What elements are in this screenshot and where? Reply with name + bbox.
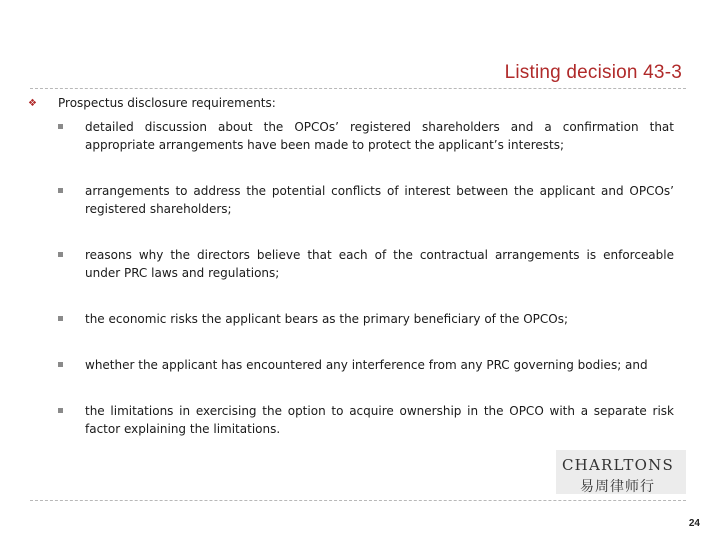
slide-title: Listing decision 43-3 — [504, 62, 682, 83]
top-divider — [30, 88, 686, 89]
bullet-text: whether the applicant has encountered any interference from any PRC governing bodies; and — [85, 358, 648, 372]
bullet-text: the limitations in exercising the option to acquire ownership in the OPCO with a separate risk factor explaining the limitations. — [85, 404, 674, 436]
diamond-bullet-icon: ❖ — [28, 97, 37, 109]
square-bullet-icon — [58, 124, 63, 129]
lead-text: Prospectus disclosure requirements: — [58, 96, 276, 110]
bullet-item — [58, 246, 674, 282]
charltons-logo — [556, 450, 686, 494]
bullet-text: reasons why the directors believe that each of the contractual arrangements is enforceable under PRC laws and regulations; — [85, 248, 674, 280]
page-number: 24 — [688, 518, 700, 529]
square-bullet-icon — [58, 252, 63, 257]
bullet-item — [58, 310, 674, 328]
logo-chinese: 易周律师行 — [580, 479, 655, 495]
bullet-text: arrangements to address the potential conflicts of interest between the applicant and OPCOs’ registered shareholders; — [85, 184, 674, 216]
bullet-item — [58, 402, 674, 438]
bullet-text: detailed discussion about the OPCOs’ registered shareholders and a confirmation that appropriate arrangements have been made to protect the applicant’s interests; — [85, 120, 674, 152]
lead-item — [28, 96, 276, 110]
square-bullet-icon — [58, 316, 63, 321]
bullet-item — [58, 182, 674, 218]
logo-english: CHARLTONS — [562, 456, 674, 474]
bullet-item — [58, 118, 674, 154]
bullet-text: the economic risks the applicant bears as the primary beneficiary of the OPCOs; — [85, 312, 569, 326]
square-bullet-icon — [58, 408, 63, 413]
square-bullet-icon — [58, 188, 63, 193]
bullet-item — [58, 356, 674, 374]
bottom-divider — [30, 500, 686, 501]
square-bullet-icon — [58, 362, 63, 367]
